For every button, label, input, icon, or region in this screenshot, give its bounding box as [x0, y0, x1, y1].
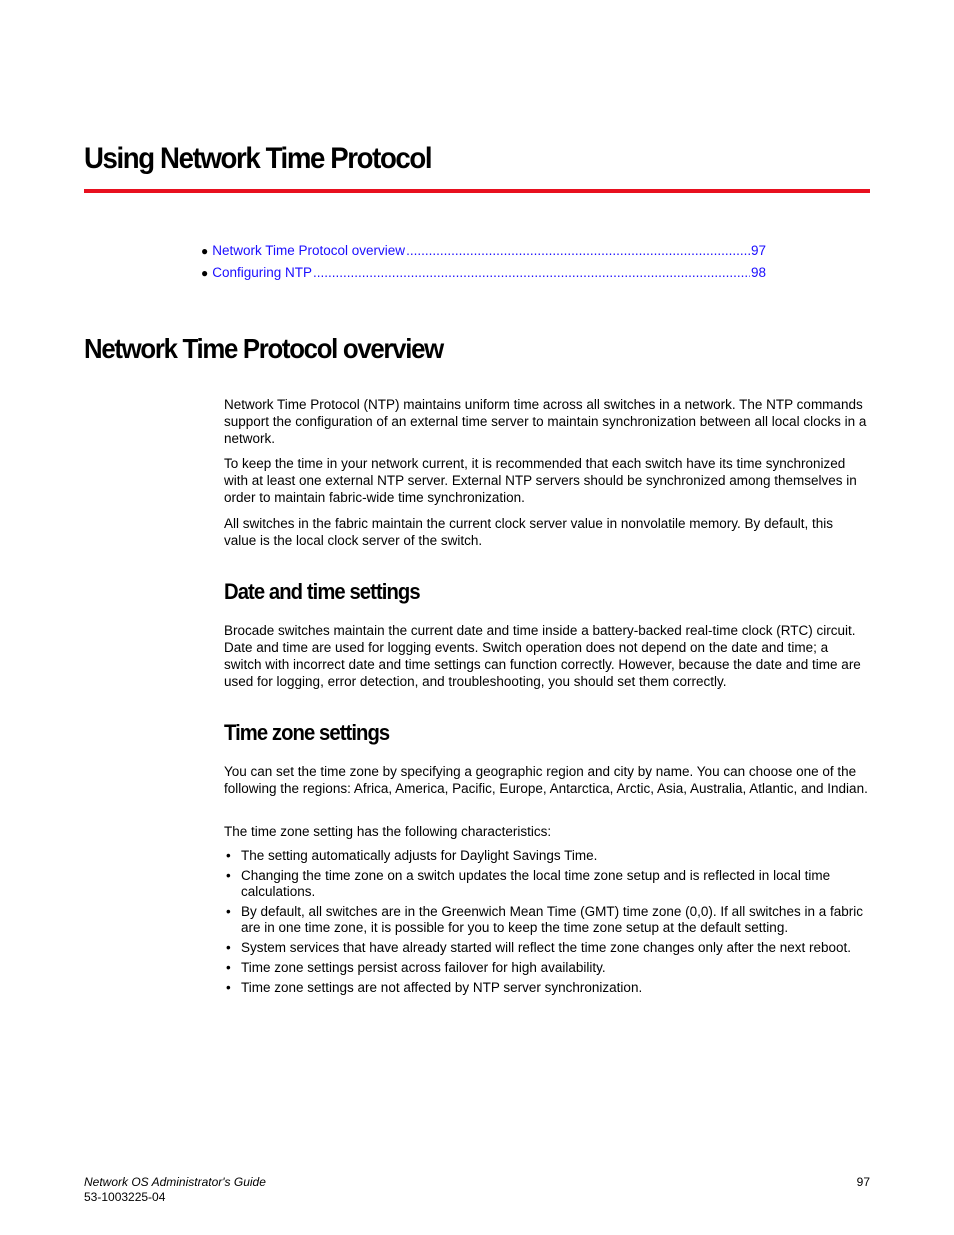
- list-item: [224, 960, 864, 976]
- mini-toc: [201, 240, 766, 284]
- page-footer: [84, 1175, 266, 1205]
- time-zone-paragraph: The time zone setting has the following characteristics:: [224, 824, 552, 839]
- toc-entry-page[interactable]: 97: [750, 243, 766, 258]
- list-item: [224, 940, 864, 956]
- characteristics-list: [224, 848, 864, 1000]
- section-title: Network Time Protocol overview: [84, 333, 443, 364]
- list-item-text: By default, all switches are in the Greenwich Mean Time (GMT) time zone (0,0). If all switches in a fabric are in one time zone, it is possible for you to keep the time zone setup at the default setting.: [241, 904, 863, 935]
- footer-page-number: 97: [856, 1175, 870, 1189]
- toc-dot-leader: [406, 240, 750, 261]
- footer-doc-number: 53-1003225-04: [84, 1190, 166, 1204]
- list-item: [224, 980, 864, 996]
- bullet-icon: •: [226, 848, 231, 863]
- bullet-icon: •: [226, 980, 231, 995]
- bullet-icon: ●: [201, 244, 209, 258]
- list-item-text: Time zone settings are not affected by NTP server synchronization.: [241, 980, 643, 995]
- toc-entry-page[interactable]: 98: [750, 265, 766, 280]
- chapter-title: Using Network Time Protocol: [84, 142, 432, 175]
- date-time-paragraph: Brocade switches maintain the current date and time inside a battery-backed real-time clock (RTC) circuit. Date and time are used for logging events. Switch operation does not depend on the date and time; a switch with incorrect date and time settings can function correctly. However, because the date and time are used for logging, error detection, and troubleshooting, you should set them correctly.: [224, 623, 861, 689]
- subsection-title: Time zone settings: [224, 720, 390, 745]
- overview-paragraph: Network Time Protocol (NTP) maintains uniform time across all switches in a network. The NTP commands support the configuration of an external time server to maintain synchronization between all local clocks in a network.: [224, 397, 867, 446]
- toc-entry-label[interactable]: Configuring NTP: [212, 265, 313, 280]
- bullet-icon: ●: [201, 266, 209, 280]
- time-zone-paragraph: You can set the time zone by specifying a geographic region and city by name. You can choose one of the following the regions: Africa, America, Pacific, Europe, Antarctica, Arctic, Asia, Australia, Atlantic, and Indian.: [224, 764, 868, 796]
- toc-entry[interactable]: [201, 262, 766, 284]
- bullet-icon: •: [226, 868, 231, 883]
- overview-paragraph: All switches in the fabric maintain the current clock server value in nonvolatile memory. By default, this value is the local clock server of the switch.: [224, 516, 834, 548]
- list-item: [224, 904, 864, 936]
- list-item-text: Time zone settings persist across failover for high availability.: [241, 960, 606, 975]
- subsection-title: Date and time settings: [224, 579, 420, 604]
- overview-paragraph: To keep the time in your network current, it is recommended that each switch have its time synchronized with at least one external NTP server. External NTP servers should be synchronized among themselves in order to maintain fabric-wide time synchronization.: [224, 456, 857, 505]
- list-item-text: The setting automatically adjusts for Daylight Savings Time.: [241, 848, 598, 863]
- toc-entry[interactable]: [201, 240, 766, 262]
- chapter-title-rule: [84, 189, 870, 193]
- bullet-icon: •: [226, 940, 231, 955]
- toc-entry-label[interactable]: Network Time Protocol overview: [212, 243, 406, 258]
- bullet-icon: •: [226, 904, 231, 919]
- toc-dot-leader: [313, 262, 750, 283]
- list-item: [224, 848, 864, 864]
- footer-guide-title: Network OS Administrator's Guide: [84, 1175, 266, 1189]
- list-item-text: System services that have already started will reflect the time zone changes only after the next reboot.: [241, 940, 852, 955]
- list-item-text: Changing the time zone on a switch updates the local time zone setup and is reflected in local time calculations.: [241, 868, 831, 899]
- bullet-icon: •: [226, 960, 231, 975]
- list-item: [224, 868, 864, 900]
